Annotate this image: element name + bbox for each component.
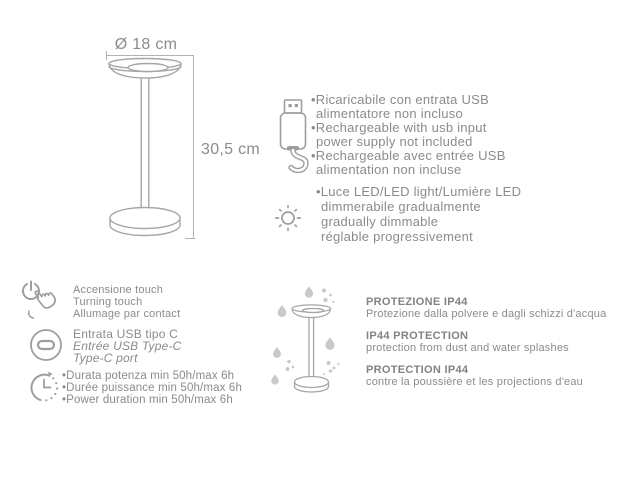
brightness-sun-icon — [273, 203, 303, 233]
ip44-description: protection from dust and water splashes — [366, 342, 569, 354]
ip44-description: contre la poussière et les projections d'eau — [366, 376, 583, 388]
usb-charging-text — [311, 93, 506, 177]
lamp-water-splashes-icon — [264, 283, 350, 395]
feature-line: •Luce LED/LED light/Lumière LED — [316, 184, 522, 199]
feature-line: •Rechargeable avec entrée USB — [311, 148, 506, 163]
feature-line: •Durata potenza min 50h/max 6h — [62, 370, 235, 382]
ip44-title: PROTEZIONE IP44 — [366, 296, 468, 308]
table-lamp-diagram — [104, 56, 186, 238]
touch-power-icon — [20, 279, 60, 321]
led-dimmable-text — [316, 184, 521, 244]
clock-duration-icon — [27, 369, 63, 405]
height-dimension-line — [193, 55, 194, 239]
battery-duration-text — [62, 370, 242, 406]
ip44-item — [366, 330, 606, 354]
height-label: 30,5 cm — [201, 141, 261, 158]
feature-line: Turning touch — [73, 296, 143, 308]
feature-line: dimmerabile gradualmente — [321, 199, 481, 214]
feature-line: •Power duration min 50h/max 6h — [62, 394, 233, 406]
feature-line: Allumage par contact — [73, 308, 181, 320]
usb-c-port-icon — [28, 327, 64, 363]
feature-line: Entrée USB Type-C — [73, 339, 182, 353]
feature-line: gradually dimmable — [321, 214, 439, 229]
feature-line: réglable progressivement — [321, 229, 473, 244]
feature-line: •Durée puissance min 50h/max 6h — [62, 382, 242, 394]
feature-line: Entrata USB tipo C — [73, 327, 178, 341]
feature-line: •Ricaricabile con entrata USB — [311, 92, 489, 107]
ip44-title: IP44 PROTECTION — [366, 330, 469, 342]
usb-plug-icon — [276, 99, 310, 175]
feature-line: alimentatore non incluso — [316, 106, 463, 121]
height-dimension-tick — [185, 238, 195, 239]
ip44-protection-text — [366, 296, 606, 388]
feature-line: Accensione touch — [73, 284, 164, 296]
feature-line: alimentation non incluse — [316, 162, 462, 177]
diameter-label: Ø 18 cm — [114, 36, 178, 53]
touch-switch-text — [73, 284, 180, 320]
feature-line: power supply not included — [316, 134, 473, 149]
usb-c-port-text — [73, 328, 182, 364]
ip44-description: Protezione dalla polvere e dagli schizzi d'acqua — [366, 308, 607, 320]
ip44-title: PROTECTION IP44 — [366, 364, 469, 376]
feature-line: Type-C port — [73, 351, 138, 365]
ip44-item — [366, 364, 606, 388]
feature-line: •Rechargeable with usb input — [311, 120, 487, 135]
ip44-item — [366, 296, 606, 320]
